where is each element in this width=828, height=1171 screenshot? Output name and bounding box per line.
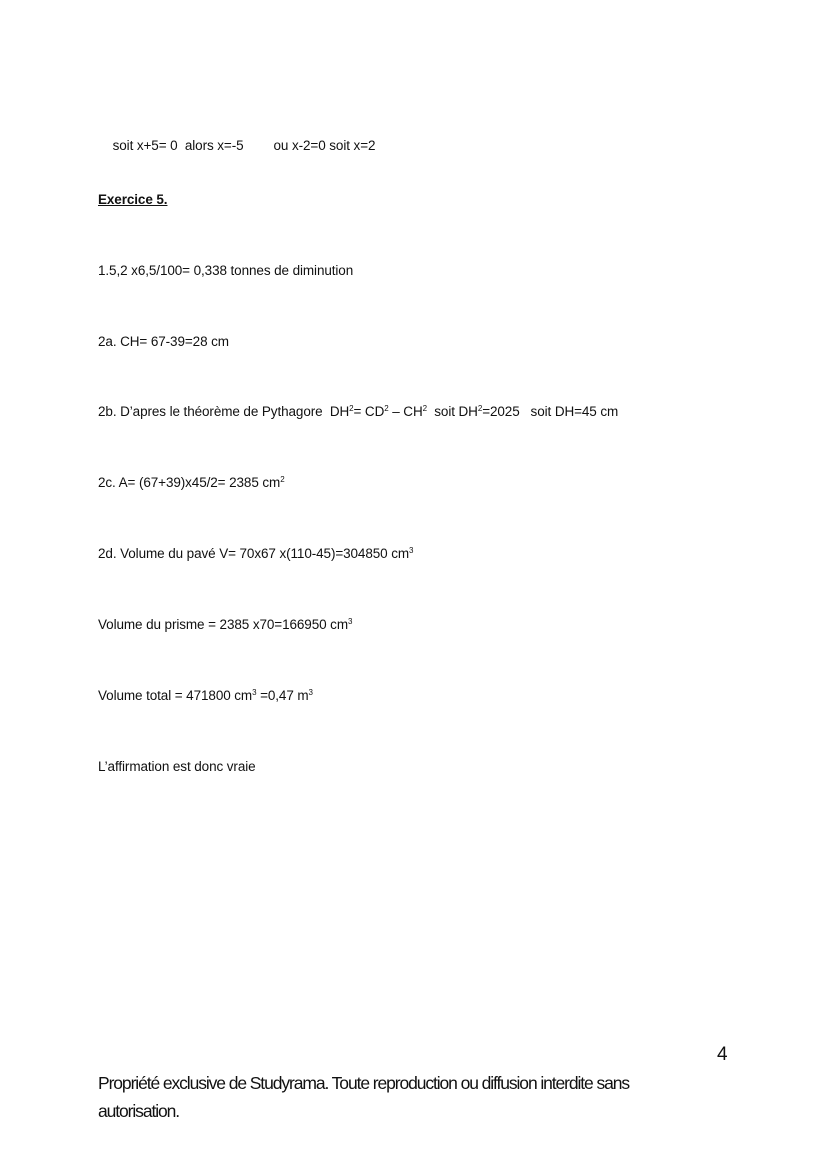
superscript: 3 [308, 688, 313, 697]
answer-1: 1.5,2 x6,5/100= 0,338 tonnes de diminution [98, 263, 354, 278]
superscript: 3 [347, 617, 353, 626]
prism-volume-text: Volume du prisme = 2385 x70=166950 cm [98, 617, 348, 632]
solution-part-1: soit x+5= 0 alors x=-5 [112, 138, 244, 153]
total-volume-text: =0,47 m [256, 688, 309, 703]
prism-volume-line [98, 617, 352, 633]
answer-2b-text: 2b. D’apres le théorème de Pythagore DH [98, 404, 350, 419]
copyright-footer [98, 1069, 698, 1125]
superscript: 2 [280, 475, 285, 484]
answer-2b-text: =2025 soit DH=45 cm [482, 404, 619, 419]
exercise-heading: Exercice 5. [98, 192, 168, 207]
conclusion-line: L’affirmation est donc vraie [98, 759, 256, 774]
answer-2c-text: 2c. A= (67+39)x45/2= 2385 cm [98, 475, 281, 490]
footer-line-2: autorisation. [98, 1101, 180, 1121]
superscript: 2 [422, 404, 427, 413]
solution-part-2: ou x-2=0 soit x=2 [273, 138, 376, 153]
superscript: 2 [477, 404, 483, 413]
answer-2b [98, 404, 618, 420]
answer-2b-text: soit DH [426, 404, 478, 419]
answer-2b-text: = CD [353, 404, 385, 419]
total-volume-line [98, 688, 313, 704]
answer-2d-text: 2d. Volume du pavé V= 70x67 x(110-45)=304850 cm [98, 546, 410, 561]
equation-solution-line [98, 122, 375, 170]
answer-2c [98, 475, 285, 491]
superscript: 3 [409, 546, 414, 555]
answer-2b-text: – CH [388, 404, 423, 419]
page-number: 4 [717, 1044, 728, 1065]
answer-2a: 2a. CH= 67-39=28 cm [98, 334, 229, 349]
superscript: 2 [349, 404, 354, 413]
superscript: 2 [384, 404, 389, 413]
footer-line-1: Propriété exclusive de Studyrama. Toute reproduction ou diffusion interdite sans [98, 1073, 630, 1093]
superscript: 3 [252, 688, 257, 697]
total-volume-text: Volume total = 471800 cm [98, 688, 253, 703]
answer-2d [98, 546, 413, 562]
